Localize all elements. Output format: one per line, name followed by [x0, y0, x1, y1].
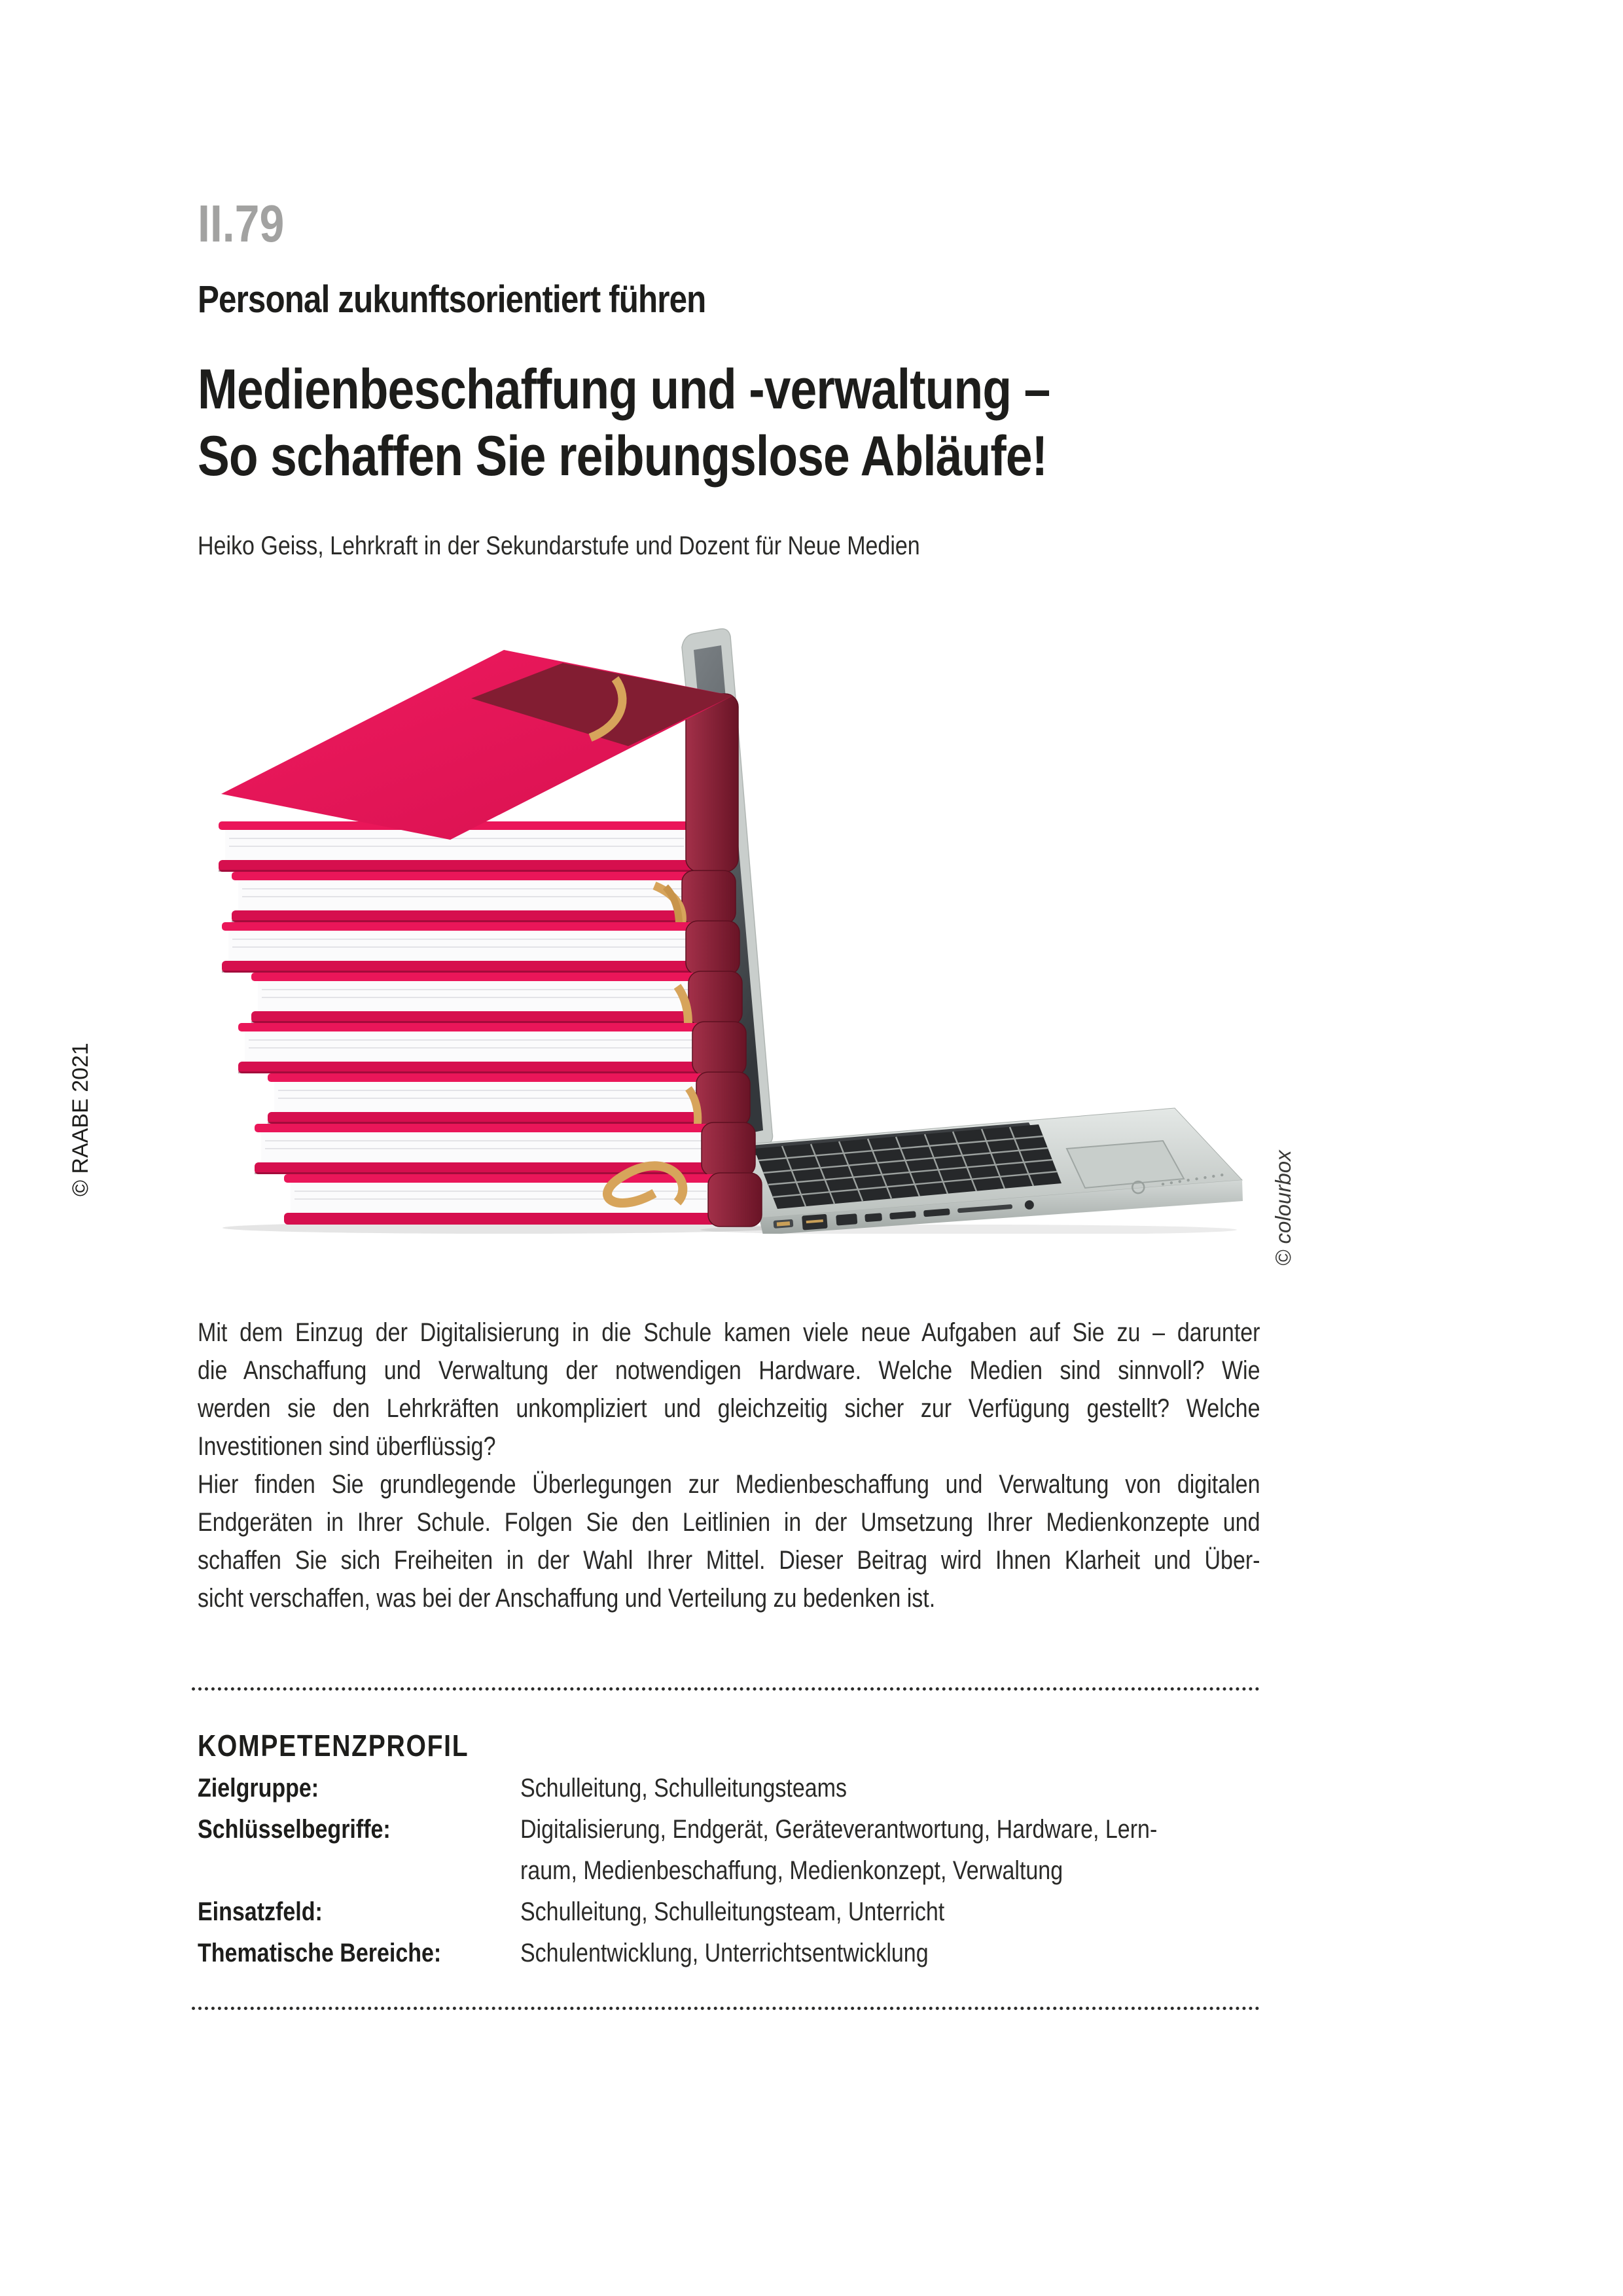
book — [238, 1022, 746, 1075]
intro-line: werden sie den Lehrkräften unkompliziert und gleichzeitig sicher zur Verfügung gestellt? Welche — [198, 1394, 1260, 1423]
profile-value-zielgruppe: Schulleitung, Schulleitungsteams — [520, 1774, 847, 1803]
book-stack — [219, 650, 762, 1227]
intro-text — [198, 1314, 1260, 1617]
series-title: Personal zukunftsorientiert führen — [198, 278, 706, 321]
profile-value-thematische-bereiche: Schulentwicklung, Unterrichtsentwicklung — [520, 1939, 929, 1967]
chapter-number: II.79 — [198, 194, 285, 253]
intro-line: Hier finden Sie grundlegende Überlegungen zur Medienbeschaffung und Verwaltung von digitalen — [198, 1470, 1260, 1499]
page-title-line-2: So schaffen Sie reibungslose Abläufe! — [198, 425, 1048, 488]
profile-label-einsatzfeld: Einsatzfeld: — [198, 1897, 323, 1926]
author-line: Heiko Geiss, Lehrkraft in der Sekundarstufe und Dozent für Neue Medien — [198, 531, 920, 560]
image-copyright: © colourbox — [1271, 1150, 1295, 1266]
intro-line: Mit dem Einzug der Digitalisierung in die Schule kamen viele neue Aufgaben auf Sie zu – darunter — [198, 1318, 1260, 1347]
profile-value-einsatzfeld: Schulleitung, Schulleitungsteam, Unterricht — [520, 1897, 945, 1926]
firewire-port — [836, 1213, 857, 1225]
profile-label-thematische-bereiche: Thematische Bereiche: — [198, 1939, 442, 1967]
intro-line: die Anschaffung und Verwaltung der notwendigen Hardware. Welche Medien sind sinnvoll? Wie — [198, 1356, 1260, 1385]
profile-value-schluesselbegriffe-line1: Digitalisierung, Endgerät, Geräteverantwortung, Hardware, Lern- — [520, 1815, 1158, 1844]
intro-line: schaffen Sie sich Freiheiten in der Wahl Ihrer Mittel. Dieser Beitrag wird Ihnen Klarheit und Über- — [198, 1546, 1260, 1575]
profile-value-schluesselbegriffe-line2: raum, Medienbeschaffung, Medienkonzept, Verwaltung — [520, 1856, 1063, 1885]
book — [219, 650, 738, 872]
dotted-divider-bottom — [192, 2007, 1260, 2010]
page-title — [198, 356, 1050, 490]
laptop — [682, 629, 1243, 1234]
publisher-copyright: © RAABE 2021 — [68, 1043, 93, 1196]
book — [284, 1166, 762, 1227]
intro-line: Investitionen sind überflüssig? — [198, 1432, 496, 1461]
profile-label-schluesselbegriffe: Schlüsselbegriffe: — [198, 1815, 391, 1844]
kompetenzprofil-box — [198, 1728, 1260, 2003]
book — [222, 921, 740, 975]
book-top-cover — [221, 650, 733, 840]
books-and-laptop-illustration — [196, 625, 1250, 1234]
intro-line: sicht verschaffen, was bei der Anschaffung und Verteilung zu bedenken ist. — [198, 1584, 936, 1613]
page-title-line-1: Medienbeschaffung und -verwaltung – — [198, 358, 1050, 421]
intro-line: Endgeräten in Ihrer Schule. Folgen Sie den Leitlinien in der Umsetzung Ihrer Medienkonzepte und — [198, 1508, 1260, 1537]
profile-label-zielgruppe: Zielgruppe: — [198, 1774, 319, 1803]
laptop-trackpad — [1067, 1141, 1184, 1188]
dotted-divider-top — [192, 1687, 1260, 1691]
book — [255, 1122, 755, 1176]
minidisplay-port — [865, 1213, 882, 1222]
kompetenzprofil-heading: KOMPETENZPROFIL — [198, 1729, 469, 1763]
